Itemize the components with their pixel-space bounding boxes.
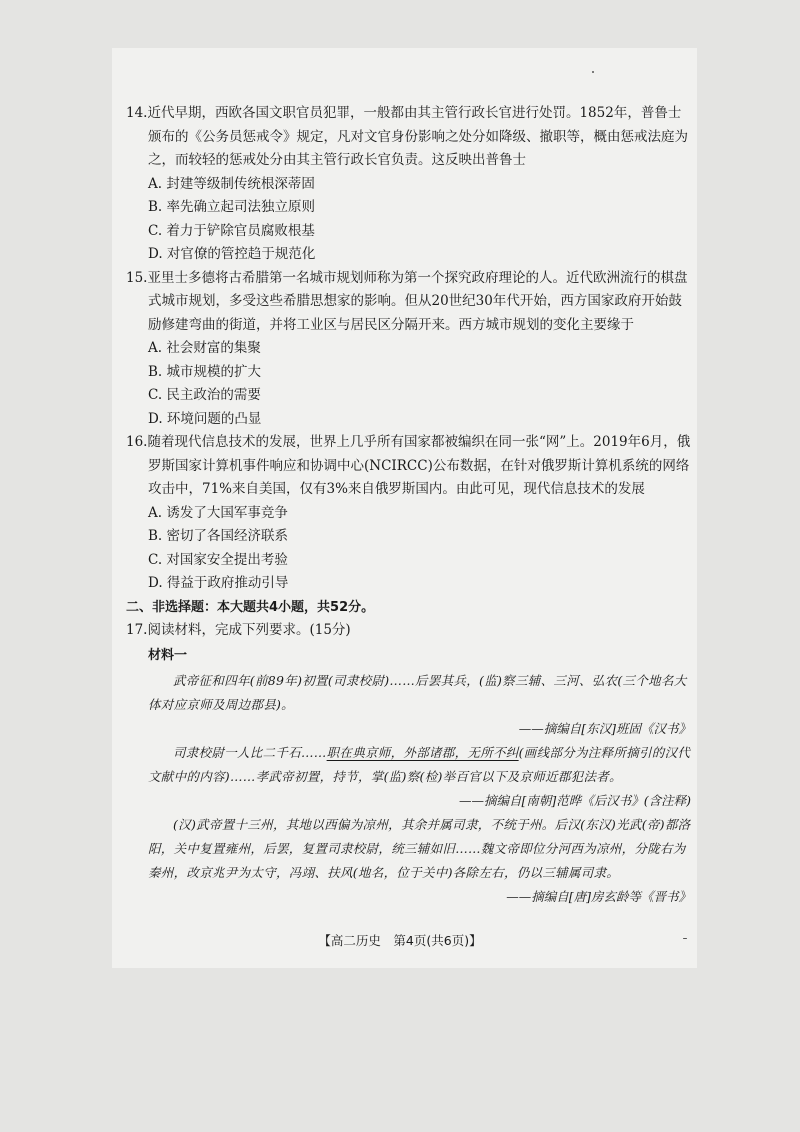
material-paragraph-2-rest: (画线部分为注释所摘引的汉代文献中的内容)……孝武帝初置，持节，掌(监)察(检)举百官以下及京师近郡犯法者。 [148,745,691,784]
material-paragraph-2-lead: 司隶校尉一人比二千石…… [173,745,327,760]
question-15-option-d: D. 环境问题的凸显 [148,410,262,427]
question-14-option-d: D. 对官僚的管控趋于规范化 [148,246,316,262]
question-16-option-d: D. 得益于政府推动引导 [148,575,289,591]
page-footer: 【高二历史 第4页(共6页)】 [318,933,482,948]
question-16-option-a: A. 诱发了大国军事竞争 [148,504,288,521]
exam-content [126,102,691,909]
question-17-stem: 17.阅读材料，完成下列要求。(15分) [126,622,351,638]
question-15-option-a: A. 社会财富的集聚 [148,340,261,356]
question-15-stem: 15.亚里士多德将古希腊第一名城市规划师称为第一个探究政府理论的人。近代欧洲流行的棋盘式城市规划，多受这些希腊思想家的影响。但从20世纪30年代开始，西方国家政府开始鼓励修建弯曲的街道，并将工业区与居民区分隔开来。西方城市规划的变化主要缘于 [126,269,688,333]
material-source-2: ——摘编自[南朝]范晔《后汉书》(含注释) [458,793,691,808]
question-14-stem: 14.近代早期，西欧各国文职官员犯罪，一般都由其主管行政长官进行处罚。1852年，普鲁士颁布的《公务员惩戒令》规定，凡对文官身份影响之处分如降级、撤职等，概由惩戒法庭为之，而较轻的惩戒处分由其主管行政长官负责。这反映出普鲁士 [126,105,688,168]
question-16-option-b: B. 密切了各国经济联系 [148,528,289,544]
material-source-3: ——摘编自[唐]房玄龄等《晋书》 [506,889,691,904]
material-paragraph-3: (汉)武帝置十三州，其地以西偏为凉州，其余并属司隶，不统于州。后汉(东汉)光武(帝)都洛阳，关中复置雍州，后罢，复置司隶校尉，统三辅如旧……魏文帝即位分河西为凉州，分陇右为秦州，改京兆尹为太守，冯翊、扶风(地名，位于关中)各除左右，仍以三辅属司隶。 [148,817,691,880]
question-14-option-a: A. 封建等级制传统根深蒂固 [148,175,315,192]
section-heading: 二、非选择题：本大题共4小题，共52分。 [126,599,375,615]
underlined-quote: 职在典京师，外部诸郡，无所不纠 [326,745,519,760]
question-15-option-b: B. 城市规模的扩大 [148,363,262,380]
question-16-stem: 16.随着现代信息技术的发展，世界上几乎所有国家都被编织在同一张“网”上。2019年6月，俄罗斯国家计算机事件响应和协调中心(NCIRCC)公布数据，在针对俄罗斯计算机系统的网络攻击中，71%来自美国，仅有3%来自俄罗斯国内。由此可见，现代信息技术的发展 [126,434,691,497]
scan-speck [592,71,594,73]
question-15-option-c: C. 民主政治的需要 [148,387,261,403]
question-16-option-c: C. 对国家安全提出考验 [148,551,288,568]
question-14-option-b: B. 率先确立起司法独立原则 [148,199,316,215]
material-paragraph-2 [126,741,691,789]
material-paragraph-1: 武帝征和四年(前89年)初置(司隶校尉)……后罢其兵，(监)察三辅、三河、弘农(三个地名大体对应京师及周边郡县)。 [148,673,687,712]
material-title: 材料一 [148,647,188,663]
question-14-option-c: C. 着力于铲除官员腐败根基 [148,222,315,239]
material-source-1: ——摘编自[东汉]班固《汉书》 [518,721,691,736]
